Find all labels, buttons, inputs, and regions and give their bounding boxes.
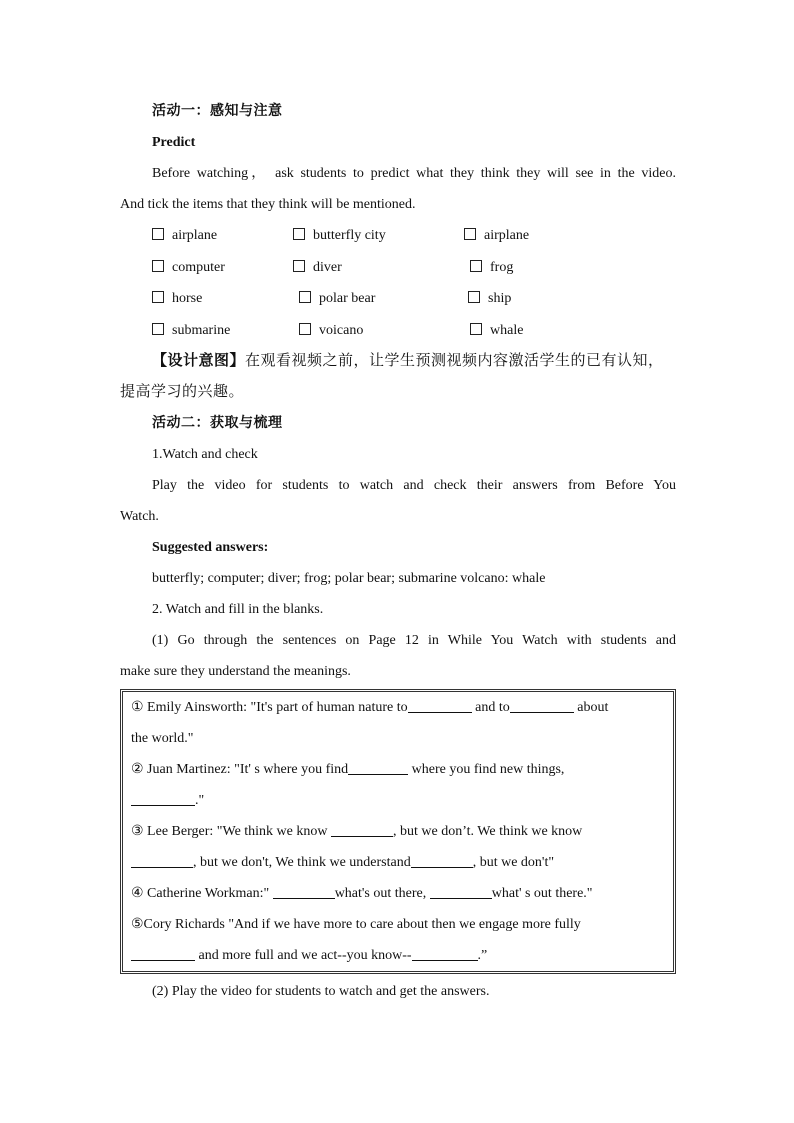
- checklist-item-label: horse: [172, 291, 203, 306]
- quote-text: .": [195, 793, 205, 808]
- quote-text: and more full and we act--you know--: [195, 948, 412, 963]
- answer-blank[interactable]: [273, 884, 335, 899]
- quote-2-line1: [131, 754, 665, 785]
- quote-text: , but we don't": [472, 855, 555, 870]
- checkbox-icon[interactable]: [293, 228, 305, 240]
- checklist-item[interactable]: [152, 315, 230, 347]
- checkbox-icon[interactable]: [152, 228, 164, 240]
- checklist-item-label: ship: [488, 291, 512, 306]
- checklist-row: [152, 252, 676, 284]
- step2-sub2: (2) Play the video for students to watch and get the answers.: [152, 984, 490, 999]
- checklist-item[interactable]: [468, 283, 511, 315]
- activity2-heading: 活动二：获取与梳理: [152, 416, 283, 431]
- quote-5-line1: ⑤Cory Richards "And if we have more to care about then we engage more fully: [131, 917, 581, 932]
- predict-label: Predict: [152, 135, 196, 150]
- checklist-item-label: airplane: [484, 228, 530, 243]
- checklist-item-label: frog: [490, 259, 514, 275]
- suggested-answers-text: butterfly; computer; diver; frog; polar bear; submarine volcano: whale: [152, 571, 546, 586]
- checklist-item[interactable]: [464, 220, 529, 252]
- checkbox-icon[interactable]: [152, 323, 164, 335]
- checklist-item-label: polar bear: [319, 291, 376, 306]
- answer-blank[interactable]: [348, 760, 408, 775]
- checklist-item[interactable]: [152, 283, 202, 315]
- quote-text: ③ Lee Berger: "We think we know: [131, 824, 331, 839]
- checkbox-icon[interactable]: [293, 260, 305, 272]
- fill-in-blanks-box: [120, 689, 676, 974]
- checkbox-icon[interactable]: [468, 291, 480, 303]
- quote-4-line1: [131, 878, 665, 909]
- quote-1-line1: [131, 692, 665, 723]
- checkbox-icon[interactable]: [299, 323, 311, 335]
- answer-blank[interactable]: [131, 853, 193, 868]
- quote-text: ① Emily Ainsworth: "It's part of human nature to: [131, 700, 408, 715]
- activity1-heading: 活动一：感知与注意: [152, 104, 283, 119]
- checkbox-icon[interactable]: [152, 260, 164, 272]
- quote-text: what's out there,: [334, 886, 430, 901]
- step2-sub1-line2: make sure they understand the meanings.: [120, 664, 351, 679]
- quote-text: where you find new things,: [408, 762, 565, 777]
- design-intent-line2: 提高学习的兴趣。: [120, 384, 245, 400]
- checklist-item[interactable]: [152, 252, 225, 284]
- answer-blank[interactable]: [430, 884, 492, 899]
- step1-title: 1.Watch and check: [152, 447, 258, 462]
- checkbox-icon[interactable]: [470, 260, 482, 272]
- predict-intro-line1: Before watching， ask students to predict what they think they will see in the video.: [152, 166, 676, 181]
- quote-text: .”: [477, 948, 488, 963]
- answer-blank[interactable]: [510, 698, 574, 713]
- checkbox-icon[interactable]: [464, 228, 476, 240]
- step2-sub1-line1: (1) Go through the sentences on Page 12 in While You Watch with students and: [152, 633, 676, 648]
- checklist-item[interactable]: [470, 252, 513, 284]
- document-page: [120, 96, 676, 1007]
- checklist-row: [152, 220, 676, 252]
- quote-text: and to: [471, 700, 510, 715]
- prediction-checklist: [152, 220, 676, 346]
- answer-blank[interactable]: [331, 822, 393, 837]
- checklist-item[interactable]: [152, 220, 217, 252]
- quote-3-line1: [131, 816, 665, 847]
- answer-blank[interactable]: [131, 946, 195, 961]
- answer-blank[interactable]: [412, 946, 478, 961]
- quote-text: ② Juan Martinez: "It' s where you find: [131, 762, 349, 777]
- checklist-row: [152, 283, 676, 315]
- checklist-item[interactable]: [470, 315, 523, 347]
- design-intent-text: 在观看视频之前，让学生预测视频内容激活学生的已有认知，: [245, 353, 664, 369]
- quote-text: about: [573, 700, 609, 715]
- answer-blank[interactable]: [131, 791, 195, 806]
- quote-text: ④ Catherine Workman:": [131, 886, 273, 901]
- checkbox-icon[interactable]: [470, 323, 482, 335]
- quote-text: , but we don't, We think we understand: [193, 855, 411, 870]
- checklist-item[interactable]: [293, 220, 386, 252]
- checkbox-icon[interactable]: [152, 291, 164, 303]
- checkbox-icon[interactable]: [299, 291, 311, 303]
- suggested-answers-label: Suggested answers:: [152, 540, 269, 555]
- design-intent-line1: [120, 346, 676, 377]
- checklist-item-label: diver: [313, 259, 342, 275]
- checklist-item[interactable]: [299, 315, 363, 347]
- predict-intro-line2: And tick the items that they think will be mentioned.: [120, 197, 416, 212]
- checklist-item-label: airplane: [172, 228, 218, 243]
- quote-2-line2: [131, 785, 665, 816]
- quote-1-line2: the world.": [131, 731, 194, 746]
- design-intent-label: 【设计意图】: [152, 353, 246, 369]
- checklist-item[interactable]: [299, 283, 375, 315]
- checklist-item[interactable]: [293, 252, 342, 284]
- quote-5-line2: [131, 940, 665, 971]
- quote-3-line2: [131, 847, 665, 878]
- quote-text: , but we don’t. We think we know: [393, 824, 583, 839]
- answer-blank[interactable]: [408, 698, 472, 713]
- checklist-item-label: computer: [172, 259, 225, 275]
- checklist-item-label: butterfly city: [313, 228, 386, 243]
- step2-title: 2. Watch and fill in the blanks.: [152, 602, 324, 617]
- checklist-item-label: voicano: [319, 322, 364, 338]
- checklist-item-label: whale: [490, 322, 524, 338]
- step1-line1: Play the video for students to watch and check their answers from Before You: [152, 478, 676, 493]
- step1-line2: Watch.: [120, 509, 159, 524]
- answer-blank[interactable]: [411, 853, 473, 868]
- checklist-item-label: submarine: [172, 322, 231, 338]
- quote-text: what' s out there.": [491, 886, 593, 901]
- checklist-row: [152, 315, 676, 347]
